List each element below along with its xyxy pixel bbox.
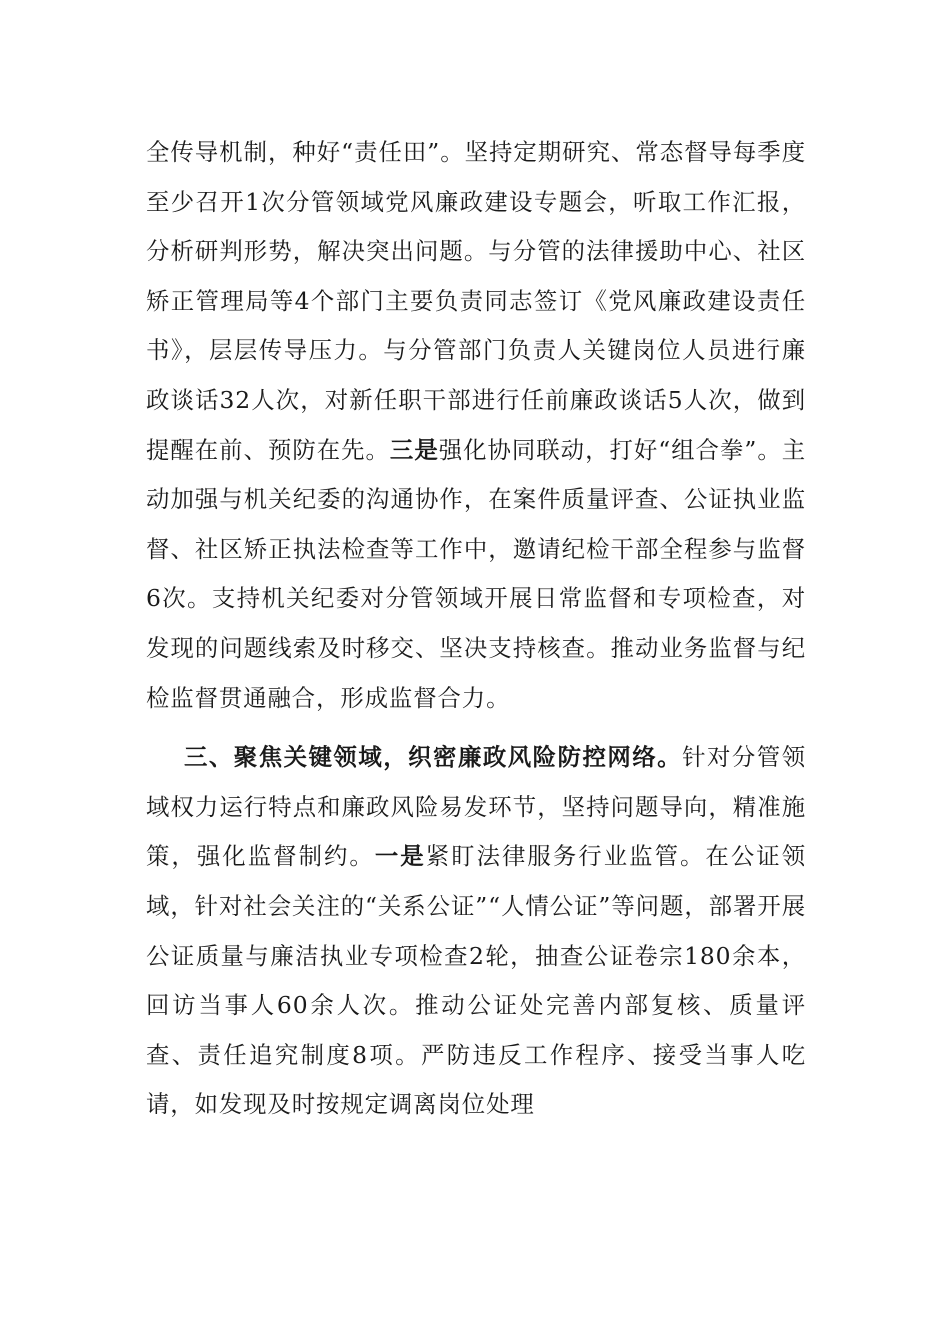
section-heading: 三、聚焦关键领域，织密廉政风险防控网络。: [184, 743, 683, 772]
ordinal-marker-third: 三是: [389, 435, 439, 464]
section-three-paragraph: [146, 733, 806, 1130]
paragraph-continued: [146, 128, 806, 723]
document-body: [146, 128, 806, 1130]
paragraph-text: 针对分管领域权力运行特点和廉政风险易发环节，坚持问题导向，精准施策，强化监督制约。: [146, 743, 807, 871]
paragraph-text: 全传导机制，种好“责任田”。坚持定期研究、常态督导每季度至少召开1次分管领域党风廉政建设专题会，听取工作汇报，分析研判形势，解决突出问题。与分管的法律援助中心、社区矫正管理局等4个部门主要负责同志签订《党风廉政建设责任书》，层层传导压力。与分管部门负责人关键岗位人员进行廉政谈话32人次，对新任职干部进行任前廉政谈话5人次，做到提醒在前、预防在先。: [146, 138, 806, 464]
paragraph-text: 紧盯法律服务行业监管。在公证领域，针对社会关注的“关系公证”“人情公证”等问题，部署开展公证质量与廉洁执业专项检查2轮，抽查公证卷宗180余本，回访当事人60余人次。推动公证处完善内部复核、质量评查、责任追究制度8项。严防违反工作程序、接受当事人吃请，如发现及时按规定调离岗位处理: [146, 842, 806, 1119]
paragraph-text: 强化协同联动，打好“组合拳”。主动加强与机关纪委的沟通协作，在案件质量评查、公证执业监督、社区矫正执法检查等工作中，邀请纪检干部全程参与监督6次。支持机关纪委对分管领域开展日常监督和专项检查，对发现的问题线索及时移交、坚决支持核查。推动业务监督与纪检监督贯通融合，形成监督合力。: [146, 435, 807, 712]
ordinal-marker-first: 一是: [374, 842, 426, 871]
